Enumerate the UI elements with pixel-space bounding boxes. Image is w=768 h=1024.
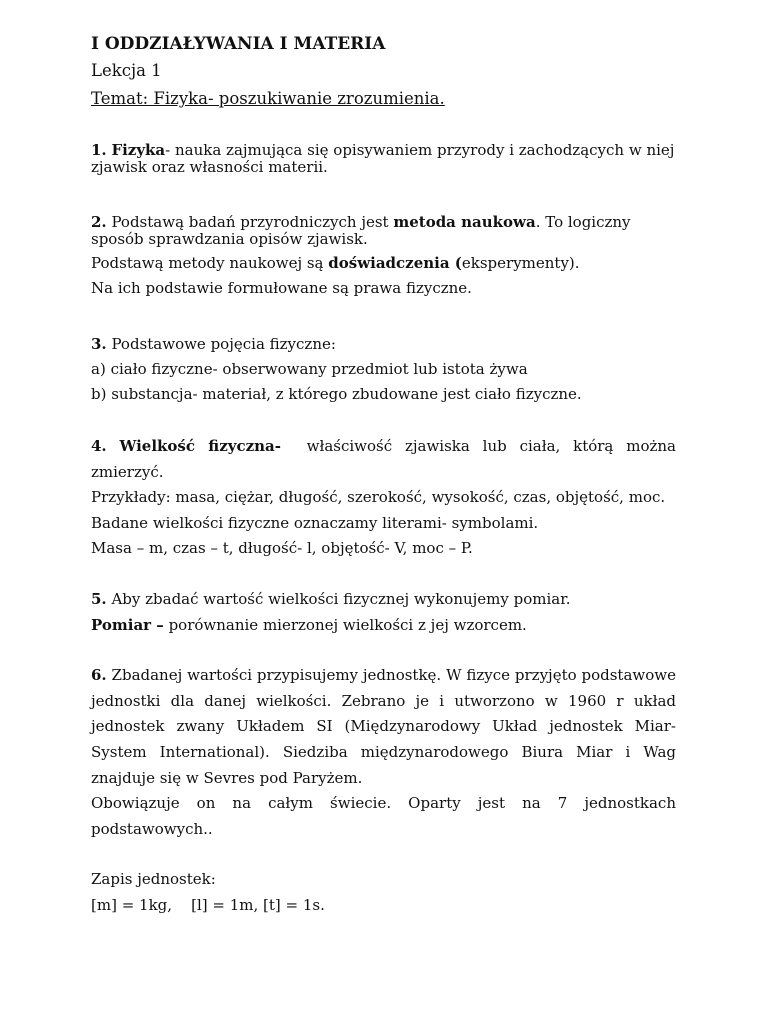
section-4-definition [91,434,676,485]
section-6 [91,663,676,842]
term-metoda-naukowa: metoda naukowa [393,213,536,231]
document-title: I ODDZIAŁYWANIA I MATERIA [91,34,386,54]
term-wielkosc-fizyczna: Wielkość fizyczna- [119,437,281,455]
text-run: . To logiczny sposób sprawdzania opisów zjawisk. [91,213,631,248]
text-run: właściwość zjawiska lub ciała, którą można zmierzyć. [91,437,676,481]
topic-line: Temat: Fizyka- poszukiwanie zrozumienia. [91,89,445,108]
section-5 [91,587,676,638]
section-1 [91,142,676,176]
lesson-label: Lekcja 1 [91,61,162,80]
section-4-symbols: Masa – m, czas – t, długość- l, objętość- V, moc – P. [91,539,473,558]
term-fizyka: Fizyka [111,141,166,159]
section-1-text: - nauka zajmująca się opisywaniem przyrody i zachodzących w niej zjawisk oraz własności materii. [91,141,675,176]
units-label: Zapis jednostek: [91,870,216,889]
term-doswiadczenia: doświadczenia ( [328,254,462,272]
section-2-line-1 [91,214,676,248]
units-line: [m] = 1kg, [l] = 1m, [t] = 1s. [91,895,325,914]
section-3-item-b: b) substancja- materiał, z którego zbudowane jest ciało fizyczne. [91,385,582,403]
section-number: 4. [91,437,107,455]
section-2 [91,214,676,297]
section-number: 2. [91,213,107,231]
term-pomiar: Pomiar – [91,615,164,634]
section-6-paragraph-2: Obowiązuje on na całym świecie. Oparty jest na 7 jednostkach podstawowych.. [91,794,676,838]
section-2-line-3: Na ich podstawie formułowane są prawa fizyczne. [91,279,472,297]
section-3-intro [91,336,676,353]
section-4-examples: Przykłady: masa, ciężar, długość, szerokość, wysokość, czas, objętość, moc. [91,488,666,507]
section-number: 1. [91,141,107,159]
text-run: Zbadanej wartości przypisujemy jednostkę. W fizyce przyjęto podstawowe jednostki dla danej wielkości. Zebrano je i utworzono w 1960 r układ jednostek zwany Układem SI (Międzynarodowy Układ jednostek Miar- System International). Siedziba międzynarodowego Biura Miar i Wag znajduje się w Sevres pod Paryżem. [91,666,676,787]
section-6-paragraph-1 [91,663,676,791]
units-section [91,867,676,918]
text-run: Podstawowe pojęcia fizyczne: [106,335,336,353]
section-5-line-2 [91,613,676,639]
document-body [91,142,676,919]
text-run: Podstawą badań przyrodniczych jest [106,213,394,231]
section-number: 5. [91,589,107,608]
text-run: porównanie mierzonej wielkości z jej wzorcem. [163,615,527,634]
text-run: eksperymenty). [461,254,580,272]
section-number: 6. [91,666,107,685]
section-5-line-1 [91,587,676,613]
section-number: 3. [91,335,107,353]
section-4-symbols-intro: Badane wielkości fizyczne oznaczamy literami- symbolami. [91,513,539,532]
section-4 [91,434,676,562]
section-2-line-2 [91,255,676,272]
section-3 [91,336,676,403]
section-3-item-a: a) ciało fizyczne- obserwowany przedmiot lub istota żywa [91,360,528,378]
text-run: Aby zbadać wartość wielkości fizycznej wykonujemy pomiar. [106,589,571,608]
text-run: Podstawą metody naukowej są [91,254,329,272]
